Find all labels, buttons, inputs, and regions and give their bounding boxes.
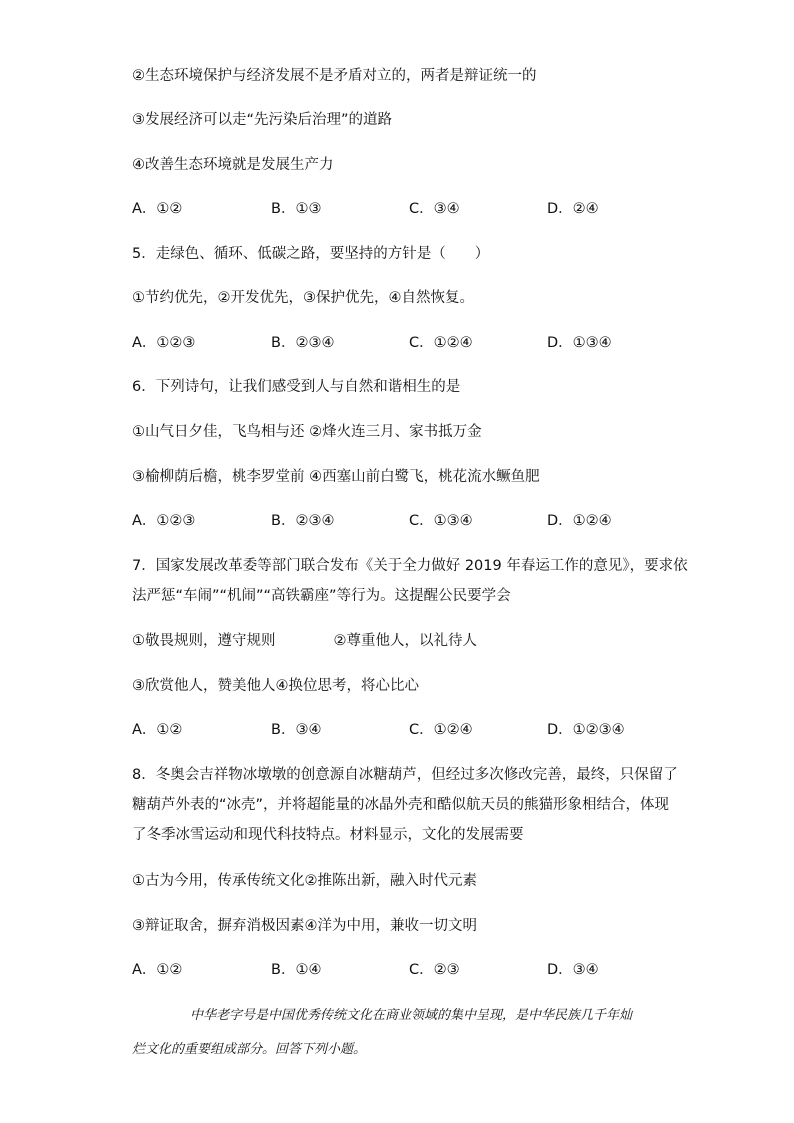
statement: ③榆柳荫后檐，桃李罗堂前 ④西塞山前白鹭飞，桃花流水鳜鱼肥 [132,469,540,485]
option-a[interactable]: A．①② [132,722,183,738]
question-stem: 了冬季冰雪运动和现代科技特点。材料显示，文化的发展需要 [132,827,524,843]
statement: ①山气日夕佳，飞鸟相与还 ②烽火连三月、家书抵万金 [132,424,482,440]
statement: ④改善生态环境就是发展生产力 [132,157,334,173]
option-b[interactable]: B．①④ [271,962,322,978]
statement: ②生态环境保护与经济发展不是矛盾对立的，两者是辩证统一的 [132,68,537,84]
question-stem: 6．下列诗句，让我们感受到人与自然和谐相生的是 [132,379,461,395]
option-d[interactable]: D．②④ [547,201,599,217]
option-c[interactable]: C．③④ [409,201,460,217]
statement: ①古为今用，传承传统文化②推陈出新，融入时代元素 [132,873,477,889]
option-b[interactable]: B．③④ [271,722,322,738]
statement: ①敬畏规则，遵守规则 ②尊重他人，以礼待人 [132,633,477,649]
statement: ①节约优先，②开发优先，③保护优先，④自然恢复。 [132,290,474,306]
question-stem: 5．走绿色、循环、低碳之路，要坚持的方针是（ ） [132,246,490,262]
option-a[interactable]: A．①② [132,962,183,978]
statement: ③欣赏他人，赞美他人④换位思考，将心比心 [132,678,419,694]
option-d[interactable]: D．①②④ [547,513,612,529]
passage-text: 中华老字号是中国优秀传统文化在商业领域的集中呈现，是中华民族几千年灿 [190,1008,633,1023]
option-c[interactable]: C．②③ [409,962,460,978]
option-d[interactable]: D．①③④ [547,335,612,351]
option-b[interactable]: B．②③④ [271,335,335,351]
option-c[interactable]: C．①②④ [409,335,473,351]
option-a[interactable]: A．①②③ [132,335,196,351]
option-c[interactable]: C．①③④ [409,513,473,529]
option-a[interactable]: A．①②③ [132,513,196,529]
option-d[interactable]: D．③④ [547,962,599,978]
question-stem: 糖葫芦外表的“冰壳”，并将超能量的冰晶外壳和酷似航天员的熊猫形象相结合，体现 [132,797,670,813]
passage-text: 烂文化的重要组成部分。回答下列小题。 [132,1042,367,1057]
question-stem: 8．冬奥会吉祥物冰墩墩的创意源自冰糖葫芦，但经过多次修改完善，最终，只保留了 [132,767,678,783]
option-a[interactable]: A．①② [132,201,183,217]
option-d[interactable]: D．①②③④ [547,722,625,738]
statement: ③发展经济可以走“先污染后治理”的道路 [132,112,393,128]
statement: ③辩证取舍，摒弃消极因素④洋为中用，兼收一切文明 [132,918,477,934]
option-b[interactable]: B．②③④ [271,513,335,529]
question-stem: 法严惩“车闹”“机闹”“高铁霸座”等行为。这提醒公民要学会 [132,588,511,604]
option-b[interactable]: B．①③ [271,201,322,217]
question-stem: 7．国家发展改革委等部门联合发布《关于全力做好 2019 年春运工作的意见》，要求依 [132,558,688,574]
option-c[interactable]: C．①②④ [409,722,473,738]
